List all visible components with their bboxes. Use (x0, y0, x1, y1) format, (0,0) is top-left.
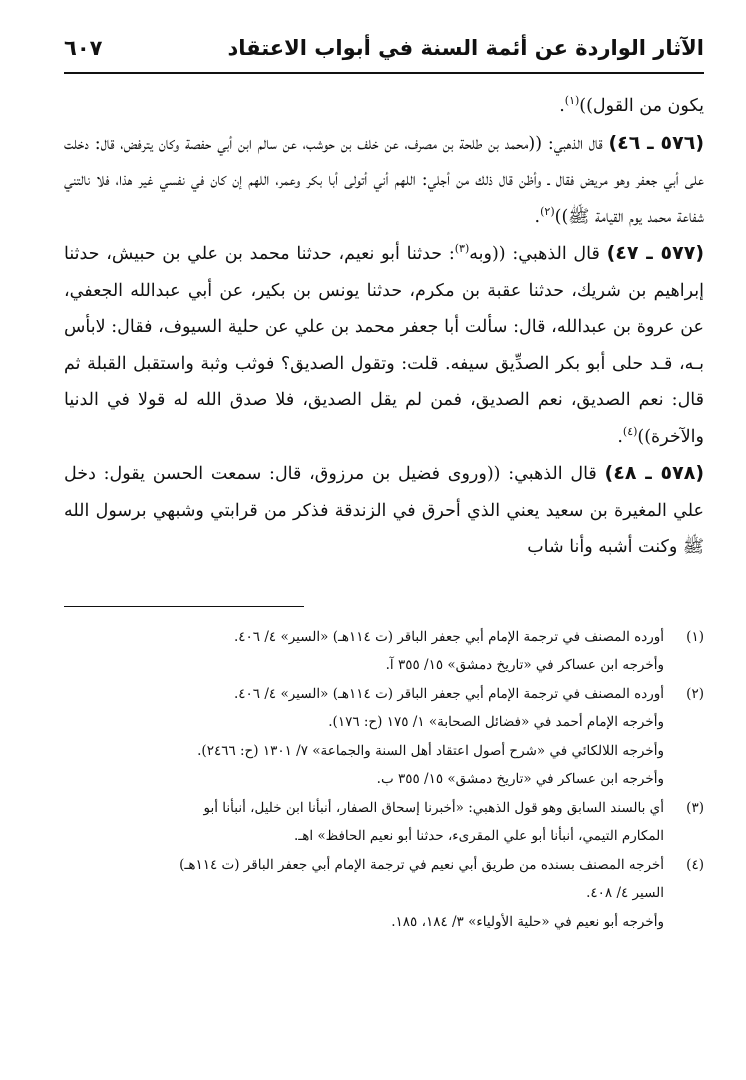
footnote-line: المكارم التيمي، أنبأنا أبو علي المقرىء، حدثنا أبو نعيم الحافظ» اهـ. (293, 828, 664, 844)
footnote-line: أورده المصنف في ترجمة الإمام أبي جعفر الباقر (ت ١١٤هـ) «السير» ٤/ ٤٠٦. (233, 685, 664, 702)
main-text (64, 88, 704, 566)
footnote-line: وأخرجه ابن عساكر في «تاريخ دمشق» ١٥/ ٣٥٥ آ. (385, 657, 664, 673)
footnote-2 (64, 680, 704, 794)
paragraph-continuation: يكون من القول))$^{(١)}$. (559, 94, 704, 116)
footnote-line: وأخرجه اللالكائي في «شرح أصول اعتقاد أهل السنة والجماعة» ٧/ ١٣٠١ (ح: ٢٤٦٦). (197, 742, 664, 759)
footnote-line: أي بالسند السابق وهو قول الذهبي: «أخبرنا إسحاق الصفار، أنبأنا ابن خليل، أنبأنا أبو (203, 799, 664, 816)
athar-entry-576: (٥٧٦ ـ ٤٦) قال الذهبي: ((محمد بن طلحة بن مصرف، عن خلف بن حوشب، عن سالم ابن أبي حفصة وكان يترفض، قال: دخلت على أبي جعفر وهو مريض فقال ـ وأظن قال ذلك من أجلي: اللهم أني أتولى أبا بكر وعمر، اللهم إن كان في نفسي غير هذا، فلا نالتني شفاعة محمد يوم القيامة ﷺ))$^{(٢)}$. (64, 131, 704, 227)
page-number: ٦٠٧ (64, 36, 103, 60)
footnote-separator (64, 606, 304, 607)
footnote-line: وأخرجه الإمام أحمد في «فضائل الصحابة» ١/ ١٧٥ (ح: ١٧٦). (328, 714, 664, 730)
footnote-line: السير ٤/ ٤٠٨. (586, 885, 664, 901)
footnote-number: (٣) (686, 799, 704, 816)
book-page (64, 28, 704, 936)
athar-entry-578: (٥٧٨ ـ ٤٨) قال الذهبي: ((وروى فضيل بن مرزوق، قال: سمعت الحسن يقول: دخل علي المغيرة بن سعيد يعني الذي أحرق في الزندقة فذكر من قرابتي وشبهي برسول الله ﷺ وكنت أشبه وأنا شاب (64, 462, 705, 557)
footnote-line: أخرجه المصنف بسنده من طريق أبي نعيم في ترجمة الإمام أبي جعفر الباقر (ت ١١٤هـ) (179, 856, 664, 873)
footnote-1 (64, 623, 704, 680)
entry-number: (٥٧٦ ـ ٤٦) (608, 131, 704, 154)
athar-entry-577: (٥٧٧ ـ ٤٧) قال الذهبي: ((وبه$^{(٣)}$: حدثنا أبو نعيم، حدثنا محمد بن علي بن حبيش، حدثنا إبراهيم بن شريك، حدثنا عقبة بن مكرم، حدثنا يونس بن بكير، عن أبي عبدالله الجعفي، عن عروة بن عبدالله، قال: سألت أبا جعفر محمد بن علي عن حلية السيوف، فقال: لابأس بـه، قـد حلى أبو بكر الصدِّيق سيفه. قلت: وتقول الصديق؟ فوثب وثبة واستقبل القبلة ثم قال: نعم الصديق، نعم الصديق، فمن لم يقل الصديق، فلا صدق الله له قولا في الدنيا والآخرة))$^{(٤)}$. (64, 242, 704, 447)
entry-number: (٥٧٧ ـ ٤٧) (606, 242, 704, 264)
footnote-number: (١) (686, 628, 704, 645)
footnotes (64, 623, 704, 937)
footnote-ref: (٤) (622, 424, 638, 438)
entry-number: (٥٧٨ ـ ٤٨) (604, 462, 705, 484)
footnote-ref: (٢) (540, 204, 555, 218)
footnote-line: وأخرجه أبو نعيم في «حلية الأولياء» ٣/ ١٨٤، ١٨٥. (391, 913, 664, 930)
footnote-line: وأخرجه ابن عساكر في «تاريخ دمشق» ١٥/ ٣٥٥ ب. (376, 771, 664, 787)
footnote-number: (٢) (686, 685, 704, 702)
footnote-ref: (٣) (454, 242, 470, 256)
footnote-4 (64, 851, 704, 937)
running-header (64, 28, 704, 74)
footnote-line: أورده المصنف في ترجمة الإمام أبي جعفر الباقر (ت ١١٤هـ) «السير» ٤/ ٤٠٦. (233, 628, 664, 645)
footnote-number: (٤) (686, 856, 704, 873)
footnote-3 (64, 794, 704, 851)
footnote-ref: (١) (564, 94, 580, 108)
running-title: الآثار الواردة عن أئمة السنة في أبواب الاعتقاد (227, 36, 704, 60)
